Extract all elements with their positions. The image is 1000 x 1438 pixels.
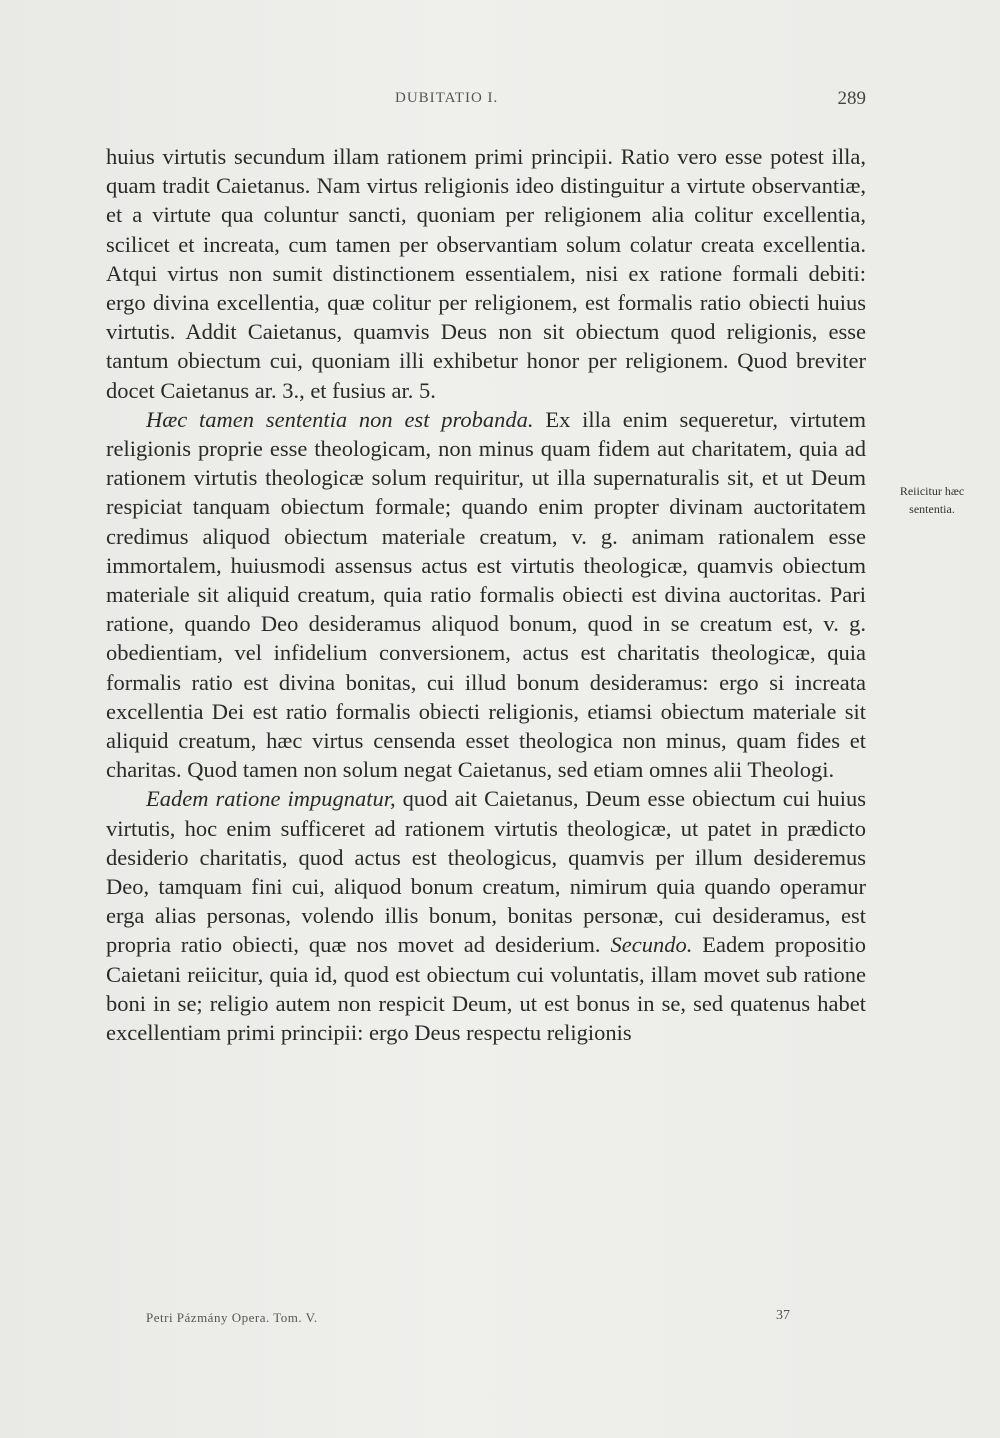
paragraph-2: [106, 405, 866, 785]
footer-signature: 37: [776, 1308, 790, 1323]
running-title: DUBITATIO I.: [395, 90, 499, 106]
marginal-note-line-1: Reiicitur hæc: [899, 484, 965, 498]
paragraph-2-lead: Hæc tamen sententia non est probanda.: [146, 406, 534, 432]
page-number: 289: [837, 88, 866, 109]
paragraph-3-text-2: Eadem propositio Caietani reiicitur, quia id, quod est obiectum cui voluntatis, illam movet sub ratione boni in se; religio autem non respicit Deum, ut est bonus in se, sed quatenus habet excellentiam primi principii: ergo Deus respectu religionis: [106, 932, 866, 1046]
paragraph-2-text: Ex illa enim sequeretur, virtutem religionis proprie esse theologicam, non minus quam fidem aut charitatem, quia ad rationem virtutis theologicæ solum requiritur, ut illa supernaturalis sit, et ut Deum respiciat tanquam obiectum formale; quando enim propter divinam auctoritatem credimus aliquod obiectum materiale creatum, v. g. animam rationalem esse immortalem, huiusmodi assensus actus est virtutis theologicæ, quamvis obiectum materiale sit aliquid creatum, quia ratio formalis obiecti est divina auctoritas. Pari ratione, quando Deo desideramus aliquod bonum, quod in se creatum est, v. g. obedientiam, vel infidelium conversionem, actus est charitatis theologicæ, quia formalis ratio est divina bonitas, cui illud bonum desideramus: ergo si increata excellentia Dei est ratio formalis obiecti religionis, etiamsi obiectum materiale sit aliquid creatum, hæc virtus censenda esset theologica non minus, quam fides et charitas. Quod tamen non solum negat Caietanus, sed etiam omnes alii Theologi.: [106, 406, 866, 783]
paragraph-3: [106, 784, 866, 1047]
marginal-note: [872, 482, 992, 518]
paragraph-3-text: quod ait Caietanus, Deum esse obiectum cui huius virtutis, hoc enim sufficeret ad rationem virtutis theologicæ, ut patet in prædicto desiderio charitatis, quod actus est theologicus, quamvis per illum desideremus Deo, tamquam fini cui, aliquod bonum creatum, nimirum quia quando operamur erga alias personas, volendo illis bonum, bonitas personæ, cui desideramus, est propria ratio obiecti, quæ nos movet ad desiderium.: [106, 786, 866, 958]
marginal-note-line-2: sententia.: [909, 502, 955, 516]
paragraph-3-lead: Eadem ratione impugnatur,: [146, 786, 396, 812]
paragraph-1: huius virtutis secundum illam rationem primi principii. Ratio vero esse potest illa, quam tradit Caietanus. Nam virtus religionis ideo distinguitur a virtute observantiæ, et a virtute qua coluntur sancti, quoniam per religionem alia colitur excellentia, scilicet et increata, cum tamen per observantiam solum colatur creata excellentia. Atqui virtus non sumit distinctionem essentialem, nisi ex ratione formali debiti: ergo divina excellentia, quæ colitur per religionem, est formalis ratio obiecti huius virtutis. Addit Caietanus, quamvis Deus non sit obiectum quod religionis, esse tantum obiectum cui, quoniam illi exhibetur honor per religionem. Quod breviter docet Caietanus ar. 3., et fusius ar. 5.: [106, 144, 866, 403]
paragraph-3-secundo: Secundo.: [610, 932, 693, 958]
main-text: [106, 142, 866, 1047]
footer-source: Petri Pázmány Opera. Tom. V.: [146, 1310, 318, 1325]
